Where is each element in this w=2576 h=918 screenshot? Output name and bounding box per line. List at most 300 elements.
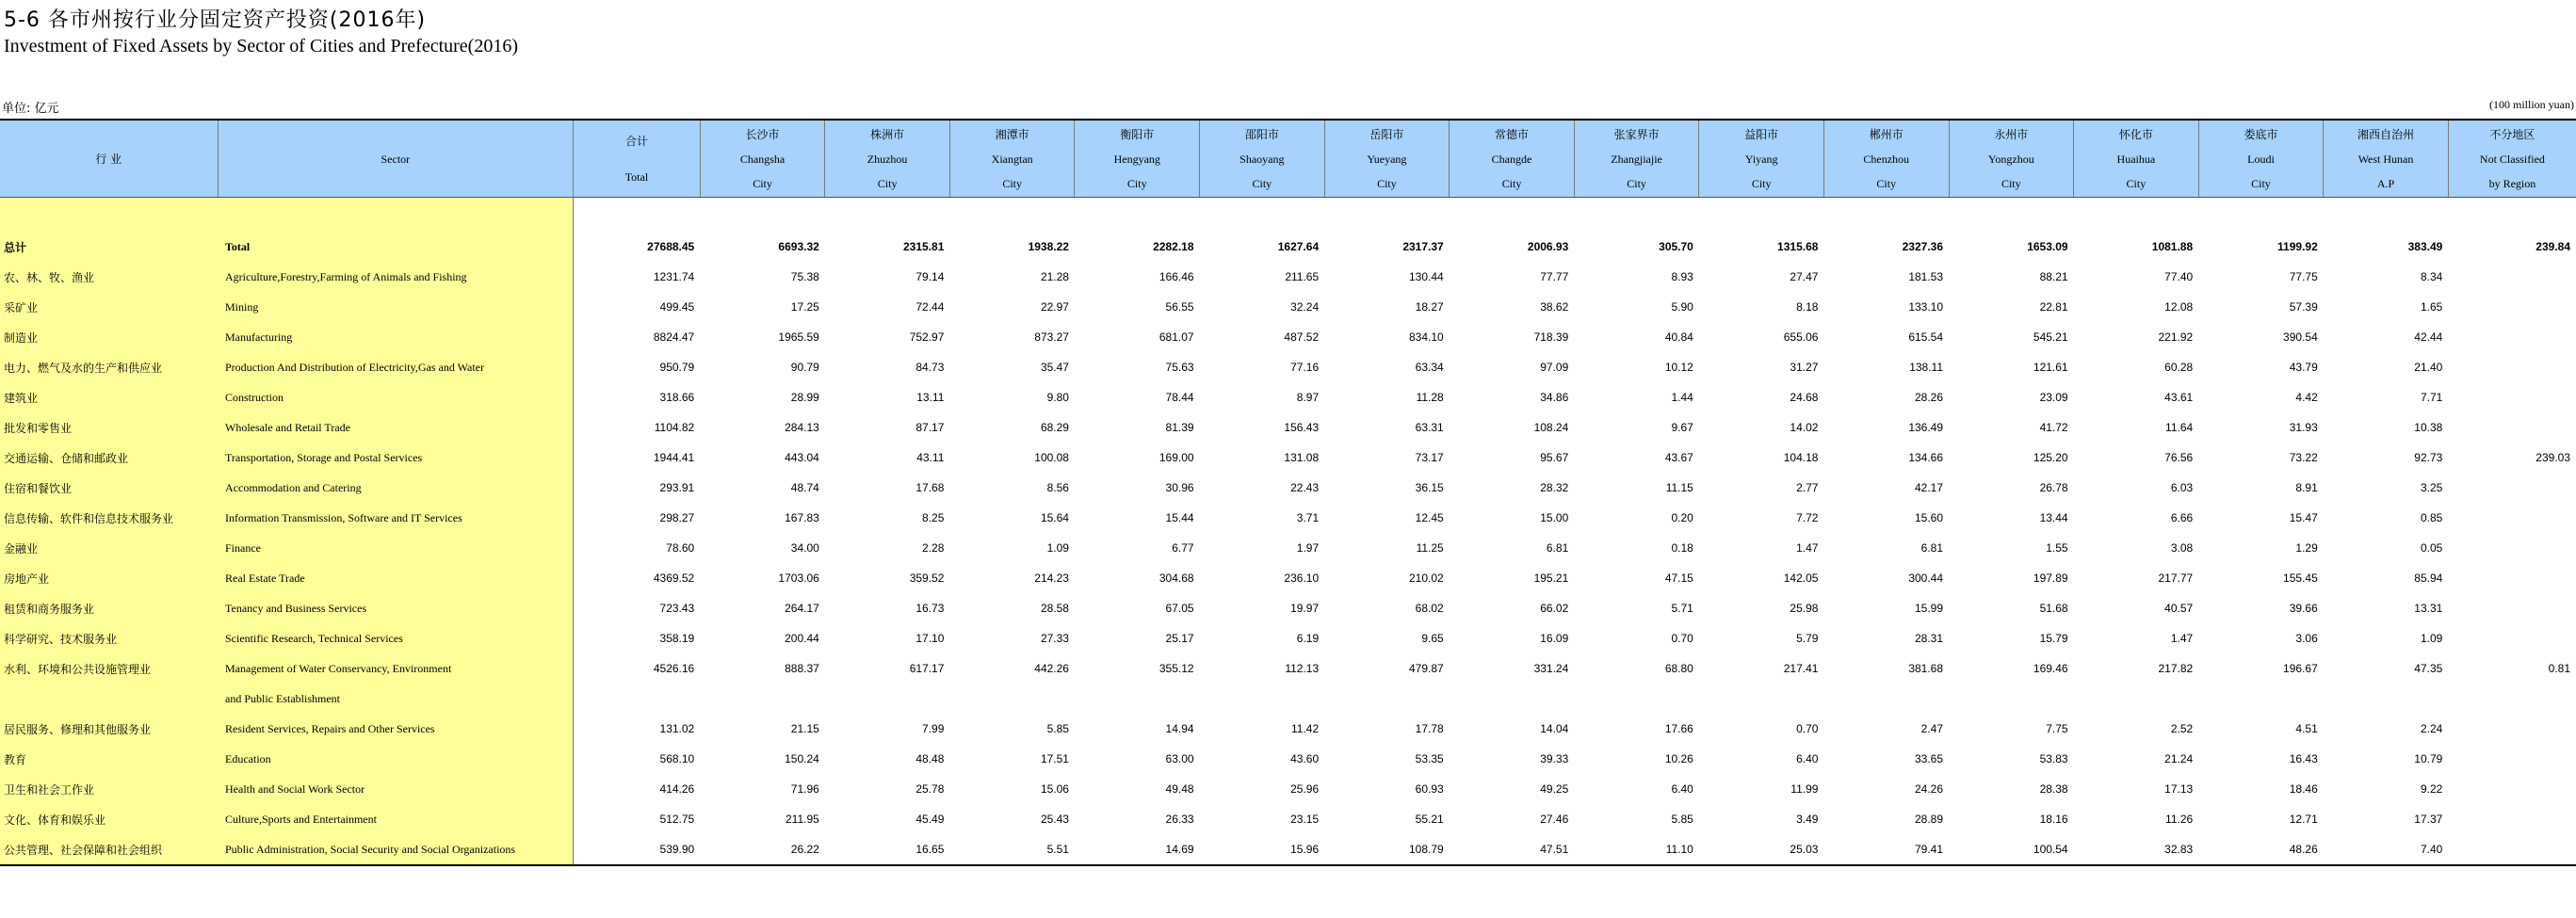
- value-cell: 38.62: [1540, 300, 1569, 314]
- value-cell: 9.67: [1671, 421, 1693, 434]
- value-cell: [2198, 198, 2324, 233]
- value-cell: 718.39: [1533, 330, 1569, 344]
- value-cell: [825, 684, 950, 714]
- value-cell: [2448, 352, 2576, 382]
- value-cell: 298.27: [574, 503, 701, 533]
- value-cell: 66.02: [1540, 602, 1569, 615]
- value-cell: [2448, 473, 2576, 503]
- value-cell: 1.47: [1796, 541, 1819, 555]
- table-title-english: Investment of Fixed Assets by Sector of Cities and Prefecture(2016): [4, 36, 518, 56]
- header-column-en-label: City: [1126, 176, 1147, 190]
- value-cell: 11.25: [1416, 541, 1444, 555]
- value-cell: [1450, 684, 1575, 714]
- value-cell: 1965.59: [778, 330, 819, 344]
- header-sector-cn-label: 行 业: [95, 152, 122, 166]
- value-cell: 21.40: [2414, 361, 2443, 374]
- value-cell: 16.73: [915, 602, 945, 615]
- value-cell: 1199.92: [2277, 240, 2318, 253]
- value-cell: 10.12: [1664, 361, 1693, 374]
- header-column-cn-label: 永州市: [1994, 127, 2029, 141]
- value-cell: 60.28: [2164, 361, 2194, 374]
- table-row: [0, 322, 2576, 352]
- header-column-en-label: Hengyang: [1113, 152, 1160, 166]
- table-row: [0, 684, 2576, 714]
- value-cell: 9.65: [1421, 632, 1444, 645]
- header-column-en-label: Changsha: [739, 152, 786, 166]
- sector-name-cn: 电力、燃气及水的生产和供应业: [0, 352, 218, 382]
- value-cell: 17.10: [915, 632, 945, 645]
- value-cell: 1.65: [2420, 300, 2443, 314]
- value-cell: 7.75: [2046, 722, 2068, 735]
- sector-name-cn: [0, 684, 218, 714]
- value-cell: 1081.88: [2151, 240, 2194, 253]
- header-column-en-label: A.P: [2376, 176, 2395, 190]
- value-cell: 8.97: [1296, 391, 1320, 404]
- value-cell: [2074, 684, 2199, 714]
- header-column-en-label: Zhangjiajie: [1611, 152, 1662, 166]
- header-column: [2074, 120, 2199, 198]
- value-cell: 48.48: [915, 752, 945, 765]
- value-cell: 8.56: [1046, 481, 1069, 494]
- value-cell: 88.21: [2039, 270, 2068, 283]
- value-cell: 1944.41: [574, 443, 701, 473]
- sector-name-cn: 水利、环境和公共设施管理业: [0, 653, 218, 684]
- header-column-cn-label: 郴州市: [1869, 127, 1904, 141]
- value-cell: 15.60: [1914, 511, 1944, 524]
- value-cell: 68.80: [1664, 662, 1693, 675]
- value-cell: [2448, 262, 2576, 292]
- value-cell: [2448, 684, 2576, 714]
- value-cell: 63.00: [1165, 752, 1194, 765]
- sector-name-cn: 公共管理、社会保障和社会组织: [0, 834, 218, 865]
- value-cell: 6.66: [2170, 511, 2194, 524]
- value-cell: 49.48: [1165, 782, 1194, 796]
- value-cell: 1.44: [1671, 391, 1693, 404]
- value-cell: [1075, 684, 1200, 714]
- value-cell: 27.33: [1040, 632, 1069, 645]
- value-cell: 1231.74: [574, 262, 701, 292]
- value-cell: 1.09: [2420, 632, 2443, 645]
- value-cell: [2448, 774, 2576, 804]
- value-cell: 6.40: [1671, 782, 1693, 796]
- value-cell: 17.25: [790, 300, 819, 314]
- value-cell: 32.24: [1290, 300, 1320, 314]
- value-cell: 217.77: [2158, 572, 2194, 585]
- value-cell: [2448, 412, 2576, 443]
- value-cell: [1324, 198, 1450, 233]
- value-cell: 568.10: [574, 744, 701, 774]
- value-cell: 73.17: [1415, 451, 1444, 464]
- value-cell: 81.39: [1165, 421, 1194, 434]
- value-cell: 1653.09: [2027, 240, 2068, 253]
- table-row: [0, 714, 2576, 744]
- value-cell: 43.61: [2164, 391, 2194, 404]
- value-cell: 200.44: [785, 632, 819, 645]
- value-cell: [1200, 684, 1325, 714]
- value-cell: [1324, 684, 1450, 714]
- value-cell: 9.80: [1046, 391, 1069, 404]
- value-cell: 12.08: [2164, 300, 2194, 314]
- value-cell: 150.24: [785, 752, 819, 765]
- value-cell: 43.60: [1290, 752, 1320, 765]
- value-cell: 655.06: [1783, 330, 1819, 344]
- table-row: [0, 834, 2576, 865]
- header-column-en-label: Yueyang: [1367, 152, 1407, 166]
- value-cell: 63.34: [1415, 361, 1444, 374]
- value-cell: 1938.22: [1028, 240, 1069, 253]
- header-column-en-label: Yiyang: [1744, 152, 1778, 166]
- header-column-cn-label: 长沙市: [745, 127, 780, 141]
- value-cell: 195.21: [1533, 572, 1569, 585]
- value-cell: 25.78: [915, 782, 945, 796]
- value-cell: 28.26: [1914, 391, 1944, 404]
- value-cell: 2006.93: [1527, 240, 1569, 253]
- value-cell: 2.24: [2420, 722, 2443, 735]
- value-cell: 156.43: [1284, 421, 1320, 434]
- value-cell: 41.72: [2039, 421, 2068, 434]
- header-column: [2448, 120, 2576, 198]
- header-column-cn-label: 张家界市: [1613, 127, 1660, 141]
- sector-name-cn: 信息传输、软件和信息技术服务业: [0, 503, 218, 533]
- value-cell: [2448, 503, 2576, 533]
- value-cell: 47.51: [1450, 834, 1575, 865]
- value-cell: 0.18: [1671, 541, 1693, 555]
- value-cell: 77.16: [1290, 361, 1320, 374]
- value-cell: 211.95: [786, 813, 819, 826]
- value-cell: 14.04: [1540, 722, 1569, 735]
- value-cell: 136.49: [1908, 421, 1944, 434]
- value-cell: 43.67: [1664, 451, 1693, 464]
- value-cell: 300.44: [1908, 572, 1944, 585]
- value-cell: [949, 684, 1075, 714]
- value-cell: 6.03: [2170, 481, 2194, 494]
- value-cell: [2324, 198, 2449, 233]
- value-cell: 28.38: [2039, 782, 2068, 796]
- table-row: [0, 352, 2576, 382]
- value-cell: 2.47: [1920, 722, 1944, 735]
- value-cell: 25.98: [1790, 602, 1819, 615]
- value-cell: 15.99: [1914, 602, 1944, 615]
- table-row: [0, 503, 2576, 533]
- value-cell: 236.10: [1284, 572, 1320, 585]
- value-cell: 39.33: [1540, 752, 1569, 765]
- header-column: [1324, 120, 1450, 198]
- value-cell: 873.27: [1034, 330, 1069, 344]
- sector-name-en: [218, 198, 574, 233]
- value-cell: 34.86: [1540, 391, 1569, 404]
- value-cell: 12.71: [2289, 813, 2318, 826]
- investment-table: [0, 119, 2576, 866]
- value-cell: 0.85: [2420, 511, 2443, 524]
- value-cell: 3.49: [1796, 813, 1819, 826]
- table-row: [0, 563, 2576, 593]
- value-cell: 443.04: [785, 451, 819, 464]
- value-cell: 40.84: [1664, 330, 1693, 344]
- value-cell: 8.93: [1671, 270, 1693, 283]
- value-cell: 31.27: [1790, 361, 1819, 374]
- sector-name-en: Tenancy and Business Services: [218, 593, 574, 623]
- value-cell: 169.46: [2033, 662, 2068, 675]
- sector-name-cn: 建筑业: [0, 382, 218, 412]
- value-cell: 166.46: [1158, 270, 1194, 283]
- value-cell: 56.55: [1165, 300, 1194, 314]
- value-cell: 2327.36: [1902, 240, 1944, 253]
- header-column: [1450, 120, 1575, 198]
- value-cell: 15.64: [1040, 511, 1069, 524]
- header-column-en-label: City: [877, 176, 898, 190]
- value-cell: 414.26: [574, 774, 701, 804]
- value-cell: 26.78: [2039, 481, 2068, 494]
- value-cell: 28.32: [1540, 481, 1569, 494]
- sector-name-en: Production And Distribution of Electricity,Gas and Water: [218, 352, 574, 382]
- value-cell: 383.49: [2407, 240, 2443, 253]
- header-column: [1075, 120, 1200, 198]
- value-cell: 1104.82: [574, 412, 701, 443]
- value-cell: 318.66: [574, 382, 701, 412]
- table-row: [0, 198, 2576, 233]
- value-cell: 22.97: [1040, 300, 1069, 314]
- unit-label-chinese: 单位: 亿元: [2, 102, 59, 116]
- value-cell: 28.58: [1040, 602, 1069, 615]
- value-cell: 4.51: [2295, 722, 2318, 735]
- value-cell: 390.54: [2283, 330, 2318, 344]
- value-cell: 155.45: [2283, 572, 2318, 585]
- value-cell: 32.83: [2074, 834, 2199, 865]
- value-cell: 834.10: [1409, 330, 1444, 344]
- value-cell: 39.66: [2289, 602, 2318, 615]
- table-body: [0, 198, 2576, 866]
- value-cell: [2448, 533, 2576, 563]
- sector-name-en: Resident Services, Repairs and Other Services: [218, 714, 574, 744]
- value-cell: 8.18: [1796, 300, 1819, 314]
- value-cell: [1075, 198, 1200, 233]
- header-column-cn-label: 株洲市: [870, 127, 905, 141]
- value-cell: 0.70: [1671, 632, 1693, 645]
- value-cell: [2448, 382, 2576, 412]
- header-column: [1949, 120, 2074, 198]
- value-cell: 6.19: [1296, 632, 1320, 645]
- table-row: [0, 744, 2576, 774]
- header-column-en-label: Loudi: [2247, 152, 2275, 166]
- value-cell: 10.38: [2414, 421, 2443, 434]
- value-cell: 17.68: [915, 481, 945, 494]
- value-cell: 4369.52: [574, 563, 701, 593]
- header-column-cn-label: 常德市: [1494, 127, 1529, 141]
- value-cell: 35.47: [1040, 361, 1069, 374]
- value-cell: 26.22: [700, 834, 825, 865]
- sector-name-en: Culture,Sports and Entertainment: [218, 804, 574, 834]
- value-cell: 57.39: [2289, 300, 2318, 314]
- sector-name-cn: 房地产业: [0, 563, 218, 593]
- value-cell: 90.79: [790, 361, 819, 374]
- value-cell: 487.52: [1284, 330, 1320, 344]
- sector-name-cn: 总计: [0, 232, 218, 262]
- value-cell: [2448, 198, 2576, 233]
- value-cell: 55.21: [1415, 813, 1444, 826]
- value-cell: 68.29: [1040, 421, 1069, 434]
- value-cell: 130.44: [1409, 270, 1444, 283]
- header-column: [2198, 120, 2324, 198]
- value-cell: [1200, 198, 1325, 233]
- header-column-en-label: Not Classified: [2479, 152, 2545, 166]
- value-cell: 3.08: [2170, 541, 2194, 555]
- value-cell: 211.65: [1285, 270, 1320, 283]
- header-column-en-label: City: [1627, 176, 1646, 190]
- sector-name-en: Manufacturing: [218, 322, 574, 352]
- value-cell: 22.81: [2039, 300, 2068, 314]
- value-cell: 7.99: [922, 722, 945, 735]
- sector-name-en: Information Transmission, Software and IT Services: [218, 503, 574, 533]
- header-column-cn-label: 益阳市: [1744, 127, 1779, 141]
- header-column-cn-label: 湘西自治州: [2357, 127, 2415, 141]
- value-cell: 7.71: [2420, 391, 2443, 404]
- value-cell: 108.79: [1324, 834, 1450, 865]
- value-cell: 15.44: [1165, 511, 1194, 524]
- value-cell: 1.47: [2170, 632, 2194, 645]
- value-cell: 239.03: [2535, 451, 2570, 464]
- value-cell: 10.26: [1664, 752, 1693, 765]
- value-cell: 77.77: [1540, 270, 1569, 283]
- header-column-cn-label: 湘潭市: [995, 127, 1029, 141]
- sector-name-en: Transportation, Storage and Postal Services: [218, 443, 574, 473]
- value-cell: 21.28: [1040, 270, 1069, 283]
- value-cell: 25.96: [1290, 782, 1320, 796]
- header-column-en-label: West Hunan: [2357, 152, 2414, 166]
- value-cell: 63.31: [1415, 421, 1444, 434]
- value-cell: 17.37: [2414, 813, 2443, 826]
- value-cell: 42.17: [1914, 481, 1944, 494]
- value-cell: 27.46: [1540, 813, 1569, 826]
- value-cell: 11.42: [1290, 722, 1320, 735]
- value-cell: 11.28: [1416, 391, 1444, 404]
- header-column: [825, 120, 950, 198]
- value-cell: 15.79: [2039, 632, 2068, 645]
- value-cell: 8824.47: [574, 322, 701, 352]
- value-cell: 217.82: [2158, 662, 2194, 675]
- value-cell: 181.53: [1908, 270, 1944, 283]
- value-cell: 8.91: [2295, 481, 2318, 494]
- header-column-cn-label: 邵阳市: [1244, 127, 1279, 141]
- value-cell: 25.03: [1699, 834, 1824, 865]
- header-column-cn-label: 合计: [624, 134, 648, 148]
- value-cell: [574, 198, 701, 233]
- value-cell: [2448, 593, 2576, 623]
- value-cell: [1823, 684, 1949, 714]
- table-row: [0, 593, 2576, 623]
- header-sector-cn: [0, 120, 218, 198]
- value-cell: 92.73: [2414, 451, 2443, 464]
- value-cell: 71.96: [790, 782, 819, 796]
- value-cell: 43.79: [2289, 361, 2318, 374]
- value-cell: 24.26: [1914, 782, 1944, 796]
- value-cell: 331.24: [1533, 662, 1569, 675]
- value-cell: 78.60: [574, 533, 701, 563]
- value-cell: 0.70: [1796, 722, 1819, 735]
- value-cell: 3.06: [2295, 632, 2318, 645]
- table-row: [0, 412, 2576, 443]
- sector-name-cn: 科学研究、技术服务业: [0, 623, 218, 653]
- value-cell: 545.21: [2033, 330, 2068, 344]
- value-cell: 196.67: [2283, 662, 2318, 675]
- value-cell: [1574, 198, 1699, 233]
- sector-name-cn: 制造业: [0, 322, 218, 352]
- header-column-en-label: City: [1377, 176, 1397, 190]
- value-cell: 85.94: [2414, 572, 2443, 585]
- value-cell: 723.43: [574, 593, 701, 623]
- value-cell: 11.10: [1574, 834, 1699, 865]
- value-cell: 2317.37: [1402, 240, 1444, 253]
- value-cell: 681.07: [1158, 330, 1194, 344]
- value-cell: 67.05: [1165, 602, 1194, 615]
- value-cell: 615.54: [1908, 330, 1944, 344]
- value-cell: 2.52: [2170, 722, 2194, 735]
- value-cell: 16.43: [2289, 752, 2318, 765]
- value-cell: 217.41: [1783, 662, 1819, 675]
- value-cell: 87.17: [915, 421, 945, 434]
- value-cell: [1949, 684, 2074, 714]
- value-cell: 6.77: [1172, 541, 1194, 555]
- value-cell: [1450, 198, 1575, 233]
- value-cell: 17.13: [2164, 782, 2194, 796]
- value-cell: 1.97: [1296, 541, 1320, 555]
- value-cell: 28.89: [1914, 813, 1944, 826]
- value-cell: 4.42: [2295, 391, 2318, 404]
- value-cell: 31.93: [2289, 421, 2318, 434]
- value-cell: 5.85: [1046, 722, 1069, 735]
- value-cell: [574, 684, 701, 714]
- sector-name-cn: 交通运输、仓储和邮政业: [0, 443, 218, 473]
- value-cell: 14.02: [1790, 421, 1819, 434]
- value-cell: [2448, 292, 2576, 322]
- value-cell: 97.09: [1540, 361, 1569, 374]
- value-cell: 11.64: [2165, 421, 2194, 434]
- value-cell: 1.55: [2046, 541, 2068, 555]
- header-column-en-label: Xiangtan: [991, 152, 1033, 166]
- value-cell: 221.92: [2158, 330, 2194, 344]
- value-cell: 15.47: [2289, 511, 2318, 524]
- value-cell: 18.46: [2289, 782, 2318, 796]
- value-cell: 239.84: [2535, 240, 2570, 253]
- value-cell: 3.25: [2420, 481, 2443, 494]
- sector-name-en: Mining: [218, 292, 574, 322]
- value-cell: 49.25: [1540, 782, 1569, 796]
- value-cell: 6.81: [1920, 541, 1944, 555]
- value-cell: 539.90: [574, 834, 701, 865]
- value-cell: 14.94: [1165, 722, 1194, 735]
- header-column-en-label: Total: [624, 169, 649, 184]
- value-cell: 7.40: [2324, 834, 2449, 865]
- value-cell: 12.45: [1415, 511, 1444, 524]
- value-cell: 950.79: [574, 352, 701, 382]
- value-cell: 131.08: [1284, 451, 1320, 464]
- table-row: [0, 292, 2576, 322]
- value-cell: 6693.32: [778, 240, 819, 253]
- value-cell: [1699, 684, 1824, 714]
- value-cell: 23.15: [1290, 813, 1320, 826]
- value-cell: [2448, 804, 2576, 834]
- value-cell: 13.31: [2414, 602, 2443, 615]
- value-cell: 108.24: [1533, 421, 1569, 434]
- header-column: [949, 120, 1075, 198]
- value-cell: 15.96: [1200, 834, 1325, 865]
- value-cell: [2448, 714, 2576, 744]
- value-cell: 305.70: [1659, 240, 1693, 253]
- table-row: [0, 382, 2576, 412]
- value-cell: 33.65: [1914, 752, 1944, 765]
- value-cell: 34.00: [790, 541, 819, 555]
- table-row: [0, 774, 2576, 804]
- value-cell: 2315.81: [903, 240, 945, 253]
